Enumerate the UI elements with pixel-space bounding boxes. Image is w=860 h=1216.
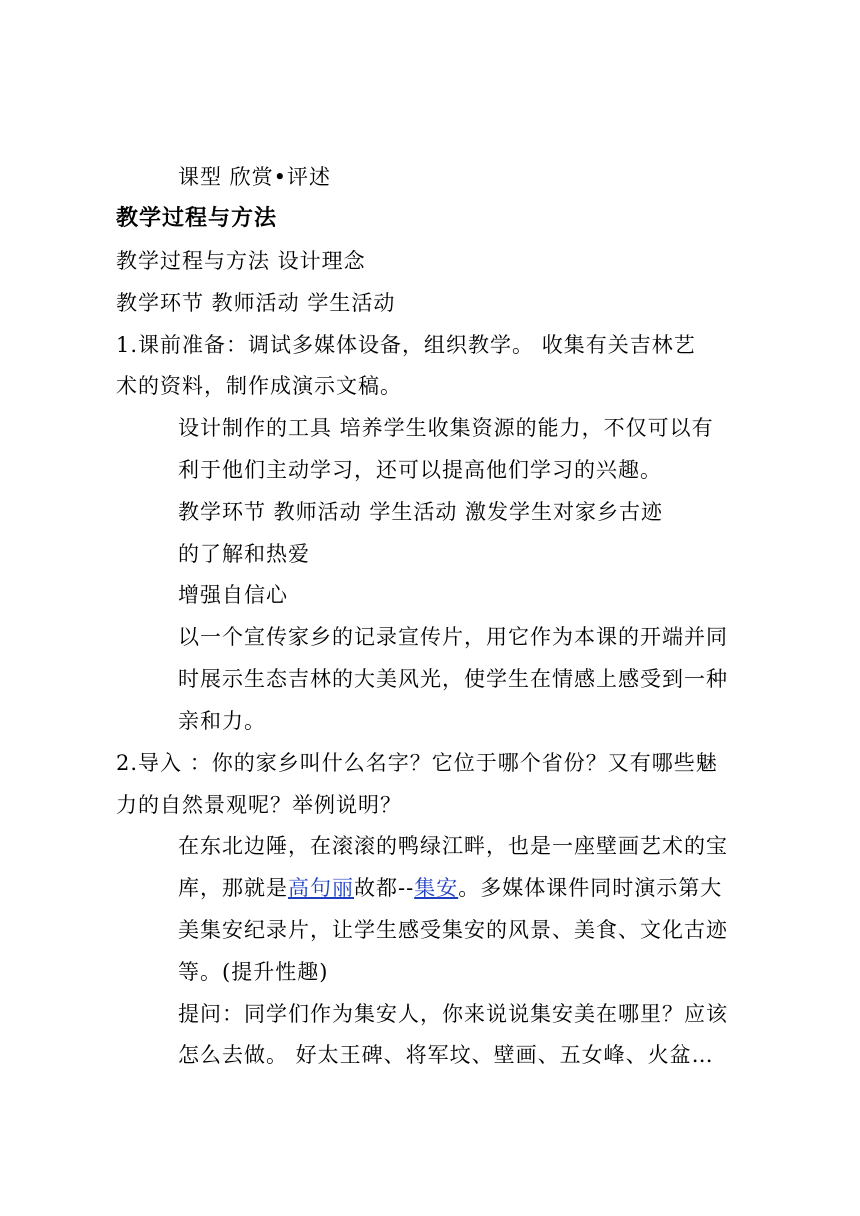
paragraph-7-line-3: 美集安纪录片，让学生感受集安的风景、美食、文化古迹: [178, 918, 728, 942]
paragraph-7-line-1: 在东北边陲，在滚滚的鸭绿江畔，也是一座壁画艺术的宝: [178, 834, 728, 858]
paragraph-8-line-1: 提问：同学们作为集安人，你来说说集安美在哪里？应该: [178, 1002, 728, 1026]
course-type: 课型 欣赏•评述: [178, 165, 332, 189]
paragraph-7-text-mid: 故都--: [354, 876, 415, 900]
paragraph-7-text-post: 。多媒体课件同时演示第大: [458, 876, 723, 900]
paragraph-4-line-1: 增强自信心: [178, 583, 288, 607]
paragraph-5-line-3: 亲和力。: [178, 709, 266, 733]
gaogouli-link[interactable]: 高句丽: [288, 876, 354, 900]
paragraph-3-line-1: 教学环节 教师活动 学生活动 激发学生对家乡古迹: [178, 500, 664, 524]
paragraph-7-line-2: [178, 873, 722, 903]
paragraph-2-line-2: 利于他们主动学习，还可以提高他们学习的兴趣。: [178, 458, 662, 482]
paragraph-3-line-2: 的了解和热爱: [178, 542, 310, 566]
paragraph-6-line-1: 2.导入 ：你的家乡叫什么名字？它位于哪个省份？又有哪些魅: [116, 751, 718, 775]
paragraph-5-line-2: 时展示生态吉林的大美风光，使学生在情感上感受到一种: [178, 667, 728, 691]
paragraph-8-line-2: 怎么去做。 好太王碑、将军坟、壁画、五女峰、火盆…: [178, 1043, 714, 1067]
paragraph-1-line-1: 1.课前准备：调试多媒体设备，组织教学。 收集有关吉林艺: [116, 333, 696, 357]
row-header-1: 教学过程与方法 设计理念: [116, 249, 366, 273]
paragraph-2-line-1: 设计制作的工具 培养学生收集资源的能力，不仅可以有: [178, 416, 714, 440]
jian-link[interactable]: 集安: [414, 876, 459, 900]
section-heading: 教学过程与方法: [116, 206, 278, 231]
row-header-2: 教学环节 教师活动 学生活动: [116, 291, 396, 315]
paragraph-6-line-2: 力的自然景观呢？举例说明？: [116, 793, 402, 817]
paragraph-5-line-1: 以一个宣传家乡的记录宣传片，用它作为本课的开端并同: [178, 625, 728, 649]
paragraph-7-text-pre: 库，那就是: [178, 876, 288, 900]
paragraph-1-line-2: 术的资料，制作成演示文稿。: [116, 374, 402, 398]
paragraph-7-line-4: 等。(提升性趣): [178, 960, 329, 984]
